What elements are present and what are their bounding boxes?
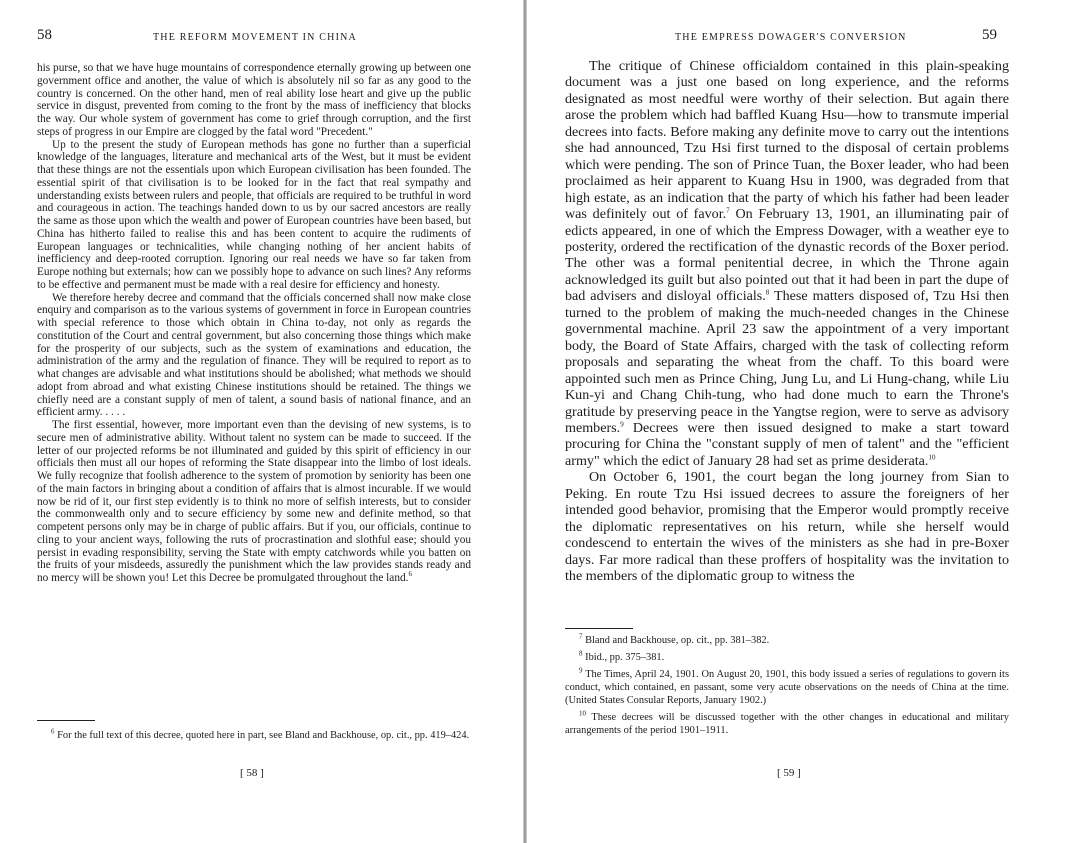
- footnote-text: These decrees will be discussed together with the other changes in educational and military arrangements of the period 1901–1911.: [565, 712, 1009, 736]
- paragraph: his purse, so that we have huge mountains of correspondence eternally growing up between one government office and another, the value of which is absolutely nil so far as any good to the country is concerned. On the other hand, men of real ability lose heart and give up the public service in disgust, prevented from coming to the front by the mass of inefficiency that blocks the way. Our whole system of government has come to grief through corruption, and the first steps of progress in our Empire are clogged by the fatal word "Precedent.": [37, 62, 471, 138]
- folio: [ 58 ]: [240, 767, 264, 779]
- footnote: [565, 651, 1009, 664]
- paragraph: [565, 58, 1009, 469]
- body-text: [565, 58, 1009, 585]
- footnote-text: The Times, April 24, 1901. On August 20, 1901, this body issued a series of regulations to govern its conduct, which contained, en passant, some very acute observations on the needs of China at the time. (United States Consular Reports, January 1902.): [565, 669, 1009, 706]
- right-page: [527, 0, 1080, 843]
- footnote: [37, 729, 471, 742]
- running-head: THE EMPRESS DOWAGER'S CONVERSION: [675, 32, 907, 43]
- footnote-text: Ibid., pp. 375–381.: [585, 652, 665, 663]
- paragraph: [37, 419, 471, 585]
- paragraph: Up to the present the study of European methods has gone no further than a superficial knowledge of the languages, literature and mechanical arts of the West, but it must be evident that these things are not the essentials upon which European civilisation has been founded. The essential spirit of that civilisation is to be looked for in the fact that real sympathy and understanding exists between rulers and people, that officials are required to be truthful in word and courageous in action. The teachings handed down to us by our sacred ancestors are really the same as those upon which the wealth and power of European countries have been based, but China has hitherto failed to realise this and has been content to acquire the rudiments of European languages or technicalities, while changing nothing of her ancient habits of inefficiency and deep-rooted corruption. Ignoring our real needs we have so far taken from Europe nothing but externals; how can we possibly hope to advance on such lines? Any reforms to be effective and permanent must be made with a real desire for efficiency and honesty.: [37, 138, 471, 291]
- paragraph-text: The first essential, however, more important even than the devising of new systems, is to secure men of administrative ability. Without talent no system can be made to succeed. If the letter of our projected reforms be not illuminated and guided by this spirit of efficiency in our officials then must all our hopes of reforming the State disappear into the limbo of lost ideals. We fully recognize that foolish adherence to the system of promotion by seniority has been one of the main factors in bringing about a condition of affairs that is almost incurable. If we would now be rid of it, our first step evidently is to think no more of selfish interests, but to consider the commonwealth only and to secure efficiency by some new and definite method, so that competent persons only may be in charge of public affairs. But if you, our officials, continue to cling to your ancient ways, following the ruts of procrastination and slothful ease; should you persist in evading responsibility, serving the State with empty catchwords while you batten on the fruits of your misdeeds, assuredly the punishment which the law provides stands ready and no mercy will be shown you! Let this Decree be promulgated throughout the land.: [37, 419, 471, 584]
- paragraph-text: Decrees were then issued designed to make a start toward procuring for China the "constant supply of men of talent" and the "efficient army" which the edict of January 28 had set as prime desiderata.: [565, 419, 1009, 469]
- footnote-reference: 10: [928, 453, 936, 462]
- footnote-number: 8: [579, 649, 583, 658]
- running-head: THE REFORM MOVEMENT IN CHINA: [153, 32, 357, 43]
- paragraph-text: These matters disposed of, Tzu Hsi then turned to the problem of making the much-needed changes in the Chinese governmental machine. April 23 saw the appointment of a very important body, the Board of State Affairs, charged with the task of collecting reform proposals and separating the wheat from the chaff. To this board were appointed such men as Prince Ching, Jung Lu, and Li Hung-chang, while Liu Kun-yi and Chang Chih-tung, who had done much to earn the Throne's gratitude by preserving peace in the Yangtse region, were to serve as advisory members.: [565, 288, 1009, 436]
- footnote-number: 9: [579, 666, 583, 675]
- left-page: [0, 0, 525, 843]
- paragraph: We therefore hereby decree and command that the officials concerned shall now make close enquiry and comparison as to the various systems of government in force in European countries with special reference to those which obtain in China to-day, not only as regards the constitution of the Court and central government, but also concerning those things which make for the prosperity of our subjects, such as the system of examinations and education, the administration of the army and the regulation of finance. They will be required to report as to what changes are advisable and what institutions should be abolished; what methods we should adopt from abroad and what existing Chinese institutions should be retained. The things we chiefly need are a constant supply of men of talent, a sound basis of national finance, and an efficient army. . . . .: [37, 291, 471, 419]
- page-number: 58: [37, 27, 52, 43]
- footnote-rule: [37, 720, 95, 721]
- decree-quotation: [37, 62, 471, 585]
- folio: [ 59 ]: [777, 767, 801, 779]
- paragraph: On October 6, 1901, the court began the long journey from Sian to Peking. En route Tzu Hsi issued decrees to assure the foreigners of her intended good behavior, promising that the Emperor would promptly receive the diplomatic representatives on his return, while she herself would condescend to entertain the wives of the ministers as she had in pre-Boxer days. Far more radical than these proffers of hospitality was the invitation to the members of the diplomatic group to witness the: [565, 469, 1009, 585]
- footnote-rule: [565, 628, 633, 629]
- footnote-number: 6: [51, 727, 55, 736]
- footnote-reference: 8: [765, 288, 770, 297]
- footnote: [565, 634, 1009, 647]
- footnote: [565, 711, 1009, 737]
- footnote-reference: 9: [620, 420, 624, 429]
- footnote-text: Bland and Backhouse, op. cit., pp. 381–382.: [585, 635, 770, 646]
- footnote-reference: 7: [726, 206, 730, 215]
- footnotes: [565, 634, 1009, 741]
- footnotes: [37, 729, 471, 746]
- paragraph-text: On February 13, 1901, an illuminating pair of edicts appeared, in one of which the Empress Dowager, with a weather eye to posterity, ordered the rectification of the dynastic records of the Boxer period. The other was a formal penitential decree, in which the Throne again acknowledged its guilt but also pointed out that it had been in part the dupe of bad advisers and disloyal officials.: [565, 206, 1009, 305]
- footnote-number: 10: [579, 709, 586, 718]
- footnote-number: 7: [579, 632, 583, 641]
- paragraph-text: The critique of Chinese officialdom contained in this plain-speaking document was a just one based on long experience, and the reforms designated as most needful were worthy of their selection. But again there arose the problem which had baffled Kuang Hsu—how to transmute imperial decrees into facts. Before making any definite move to carry out the intentions she had announced, Tzu Hsi first turned to the disposal of certain problems which were pending. The son of Prince Tuan, the Boxer leader, who had been proclaimed as heir apparent to Kuang Hsu in 1900, was degraded from that high estate, as an indication that the party of which his father had been leader was definitely out of favor.: [565, 58, 1009, 223]
- footnote-reference: 6: [408, 570, 412, 579]
- footnote-text: For the full text of this decree, quoted here in part, see Bland and Backhouse, op. cit., pp. 419–424.: [57, 730, 470, 741]
- footnote: [565, 668, 1009, 707]
- page-number: 59: [982, 27, 997, 43]
